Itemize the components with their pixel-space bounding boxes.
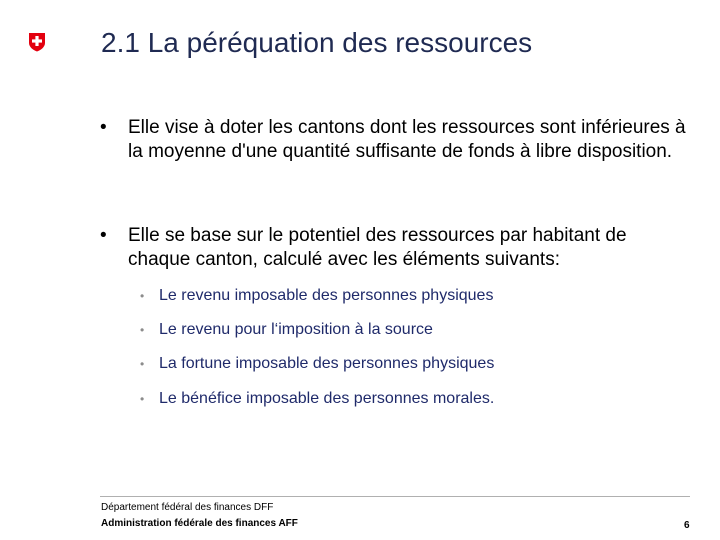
swiss-cross-shield-icon	[28, 32, 46, 52]
page-number: 6	[684, 520, 690, 531]
sub-bullet-marker: •	[140, 323, 145, 337]
sub-bullet-marker: •	[140, 289, 145, 303]
slide-title: 2.1 La péréquation des ressources	[101, 27, 533, 58]
sub-bullet-text: Le revenu imposable des personnes physiques	[159, 287, 494, 304]
bullet-text: Elle se base sur le potentiel des ressources par habitant de chaque canton, calculé avec les éléments suivants:	[128, 225, 627, 270]
footer-department: Département fédéral des finances DFF	[101, 502, 274, 513]
bullet-text: Elle vise à doter les cantons dont les ressources sont inférieures à la moyenne d'une quantité suffisante de fonds à libre disposition.	[128, 117, 686, 162]
sub-bullet-marker: •	[140, 392, 145, 406]
sub-bullet-text: Le bénéfice imposable des personnes morales.	[159, 390, 495, 407]
sub-bullet-text: Le revenu pour l‘imposition à la source	[159, 321, 433, 338]
bullet-marker: •	[100, 225, 107, 246]
footer-divider	[100, 496, 690, 497]
sub-bullet-text: La fortune imposable des personnes physiques	[159, 355, 495, 372]
sub-bullet-marker: •	[140, 357, 145, 371]
footer-administration: Administration fédérale des finances AFF	[101, 518, 298, 529]
bullet-marker: •	[100, 117, 107, 138]
